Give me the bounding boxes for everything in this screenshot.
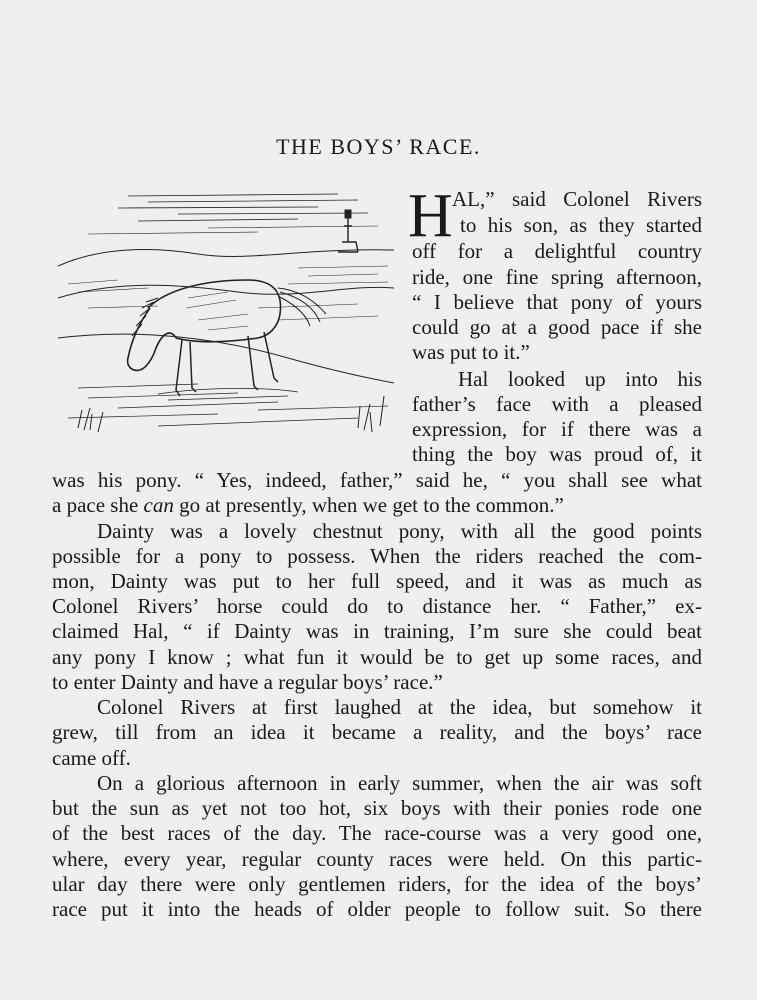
text-line: off for a delightful country	[412, 239, 702, 263]
text-line: was put to it.”	[412, 340, 530, 364]
text-line: Dainty was a lovely chestnut pony, with all the good points	[97, 519, 702, 543]
text-line: Colonel Rivers’ horse could do to distance her. “ Father,” ex-	[52, 594, 702, 618]
text-line: “ I believe that pony of yours	[412, 290, 702, 314]
page-title: THE BOYS’ RACE.	[276, 134, 481, 159]
drop-cap: H	[408, 182, 453, 250]
text-line: father’s face with a pleased	[412, 392, 702, 416]
text-line: claimed Hal, “ if Dainty was in training, I’m sure she could beat	[52, 619, 702, 643]
text-line: came off.	[52, 746, 131, 770]
text-line: Colonel Rivers at first laughed at the idea, but somehow it	[97, 695, 702, 719]
text-line: expression, for if there was a	[412, 417, 702, 441]
text-line: ride, one fine spring afternoon,	[412, 265, 702, 289]
text-line: AL,” said Colonel Rivers	[452, 187, 702, 211]
text-line: race put it into the heads of older people to follow suit. So there	[52, 897, 702, 921]
text-line: could go at a good pace if she	[412, 315, 702, 339]
text-line: ular day there were only gentlemen riders, for the idea of the boys’	[52, 872, 702, 896]
emphasis-text: can	[143, 493, 174, 517]
text-line	[52, 492, 702, 518]
text-line: thing the boy was proud of, it	[412, 442, 702, 466]
text-line: any pony I know ; what fun it would be to get up some races, and	[52, 645, 702, 669]
text-line: to his son, as they started	[460, 213, 702, 237]
text-line: was his pony. “ Yes, indeed, father,” said he, “ you shall see what	[52, 468, 702, 492]
text-span: go at presently, when we get to the common.”	[179, 493, 564, 517]
text-line: possible for a pony to possess. When the riders reached the com-	[52, 544, 702, 568]
text-line: Hal looked up into his	[458, 367, 702, 391]
text-line: where, every year, regular county races were held. On this partic-	[52, 847, 702, 871]
text-line: but the sun as yet not too hot, six boys with their ponies rode one	[52, 796, 702, 820]
text-line: On a glorious afternoon in early summer, when the air was soft	[97, 771, 702, 795]
text-line: to enter Dainty and have a regular boys’ race.”	[52, 670, 443, 694]
text-span: a pace she	[52, 493, 139, 517]
text-line: mon, Dainty was put to her full speed, and it was as much as	[52, 569, 702, 593]
pony-illustration-icon	[58, 188, 394, 444]
text-line: grew, till from an idea it became a reality, and the boys’ race	[52, 720, 702, 744]
text-line: of the best races of the day. The race-course was a very good one,	[52, 821, 702, 845]
